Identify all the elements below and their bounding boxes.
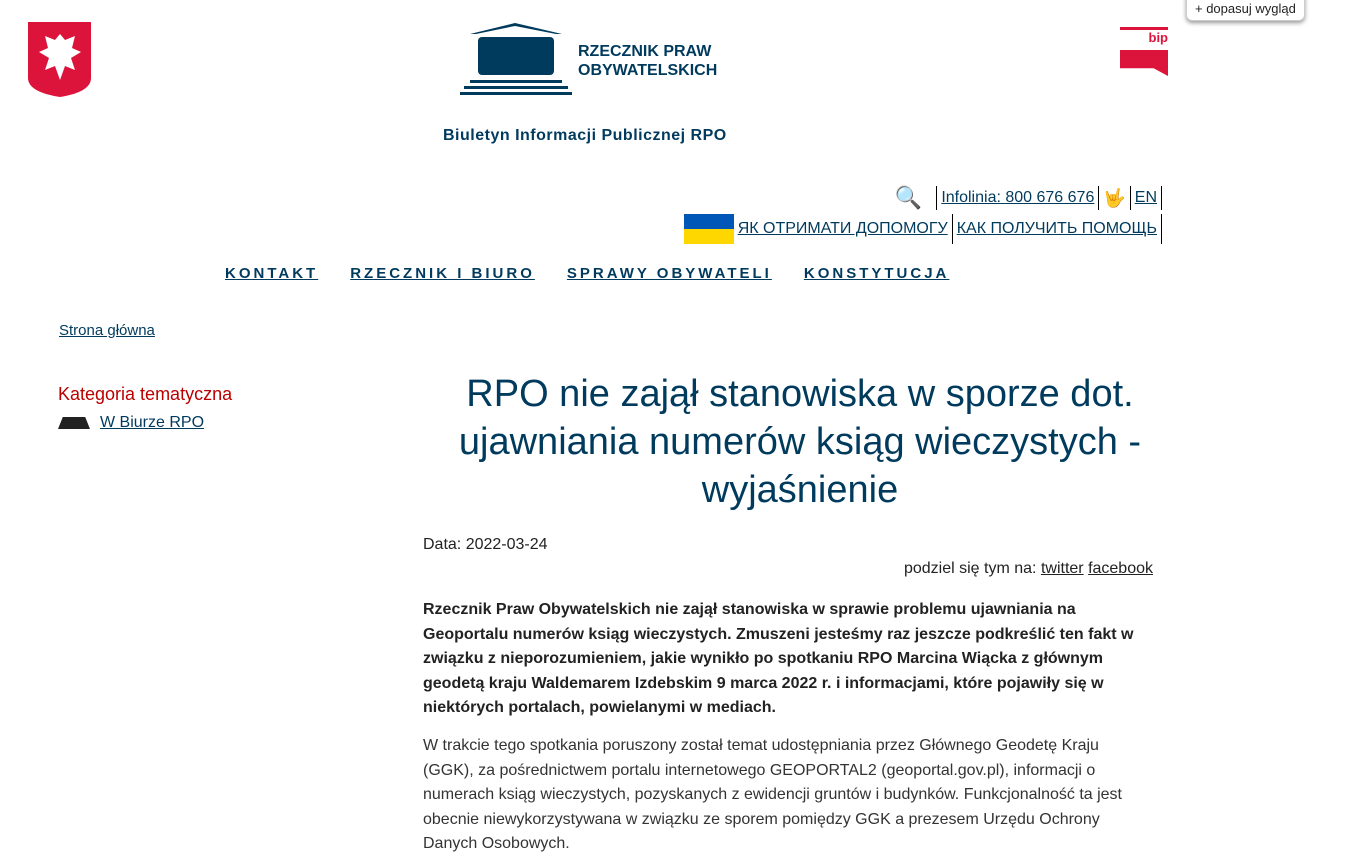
category-link[interactable]: W Biurze RPO bbox=[100, 414, 205, 431]
ukraine-flag-icon bbox=[684, 214, 734, 244]
article-date: Data: 2022-03-24 bbox=[423, 536, 548, 553]
nav-rzecznik-i-biuro[interactable]: RZECZNIK I BIURO bbox=[350, 265, 535, 282]
ua-help-link[interactable]: ЯК ОТРИМАТИ ДОПОМОГУ bbox=[737, 220, 948, 237]
share-bar: podziel się tym na: twitter facebook bbox=[903, 560, 1153, 577]
adjust-appearance-button[interactable]: + dopasuj wygląd bbox=[1186, 0, 1305, 21]
article-lead: Rzecznik Praw Obywatelskich nie zajął stanowiska w sprawie problemu ujawniania na Geoportalu numerów ksiąg wieczystych. Zmuszeni jesteśmy raz jeszcze podkreślić ten fakt w związku z nieporozumieniem, jakie wynikło po spotkaniu RPO Marcina Wiącka z głównym geodetą kraju Waldemarem Izdebskim 9 marca 2022 r. i informacjami, które pojawiły się w niektórych portalach, powielanymi w mediach. bbox=[423, 601, 1134, 716]
rpo-logo-icon bbox=[458, 22, 572, 98]
utility-bar bbox=[895, 185, 1166, 211]
sign-language-icon[interactable]: 🤟 bbox=[1103, 187, 1126, 208]
nav-konstytucja[interactable]: KONSTYTUCJA bbox=[803, 265, 950, 282]
article-title: RPO nie zajął stanowiska w sporze dot. ujawniania numerów ksiąg wieczystych - wyjaśnienie bbox=[458, 373, 1142, 511]
bip-title: Biuletyn Informacji Publicznej RPO bbox=[443, 127, 727, 144]
infolinia-link[interactable]: Infolinia: 800 676 676 bbox=[941, 189, 1095, 206]
article-body: W trakcie tego spotkania poruszony został temat udostępniania przez Głównego Geodetę Kraju (GGK), za pośrednictwem portalu internetowego GEOPORTAL2 (geoportal.gov.pl), informacji o numerach ksiąg wieczystych, pozyskanych z ewidencji gruntów i budynków. Funkcjonalność ta jest obecnie niewykorzystywana w związku ze sporem pomiędzy GGK a prezesem Urzędu Ochrony Danych Osobowych. bbox=[423, 737, 1122, 852]
rpo-logo-text[interactable]: RZECZNIK PRAW OBYWATELSKICH bbox=[578, 43, 718, 79]
facebook-link[interactable]: facebook bbox=[1088, 560, 1153, 577]
english-link[interactable]: EN bbox=[1134, 189, 1157, 206]
twitter-link[interactable]: twitter bbox=[1040, 560, 1084, 577]
polish-eagle-emblem-icon bbox=[28, 22, 92, 98]
breadcrumb-home[interactable]: Strona główna bbox=[59, 322, 155, 339]
bip-logo[interactable]: bip bbox=[1120, 27, 1168, 83]
category-heading: Kategoria tematyczna bbox=[58, 384, 233, 404]
nav-sprawy-obywateli[interactable]: SPRAWY OBYWATELI bbox=[566, 265, 772, 282]
main-nav bbox=[225, 265, 949, 282]
ru-help-link[interactable]: КАК ПОЛУЧИТЬ ПОМОЩЬ bbox=[956, 220, 1157, 237]
nav-kontakt[interactable]: KONTAKT bbox=[225, 265, 319, 282]
search-icon[interactable]: 🔍 bbox=[894, 185, 923, 210]
building-icon bbox=[58, 417, 90, 429]
